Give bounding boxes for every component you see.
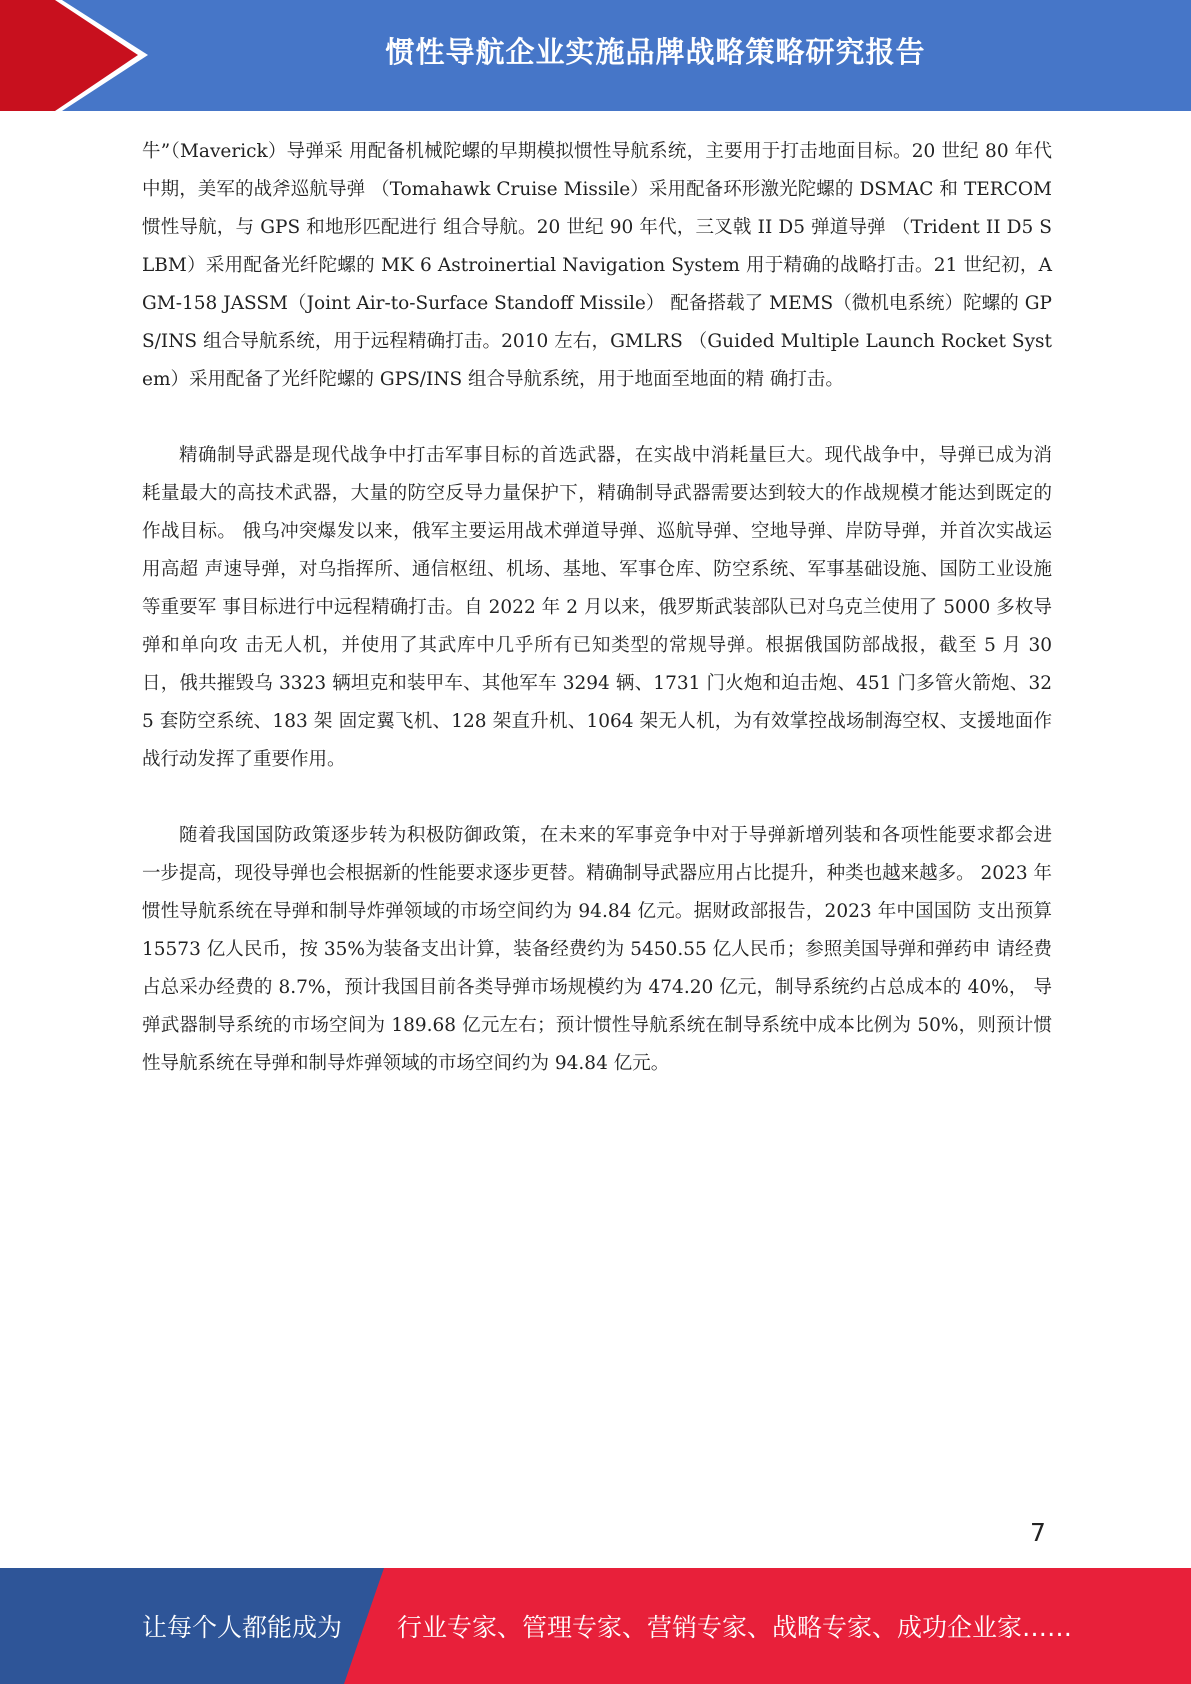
paragraph-market-size: 随着我国国防政策逐步转为积极防御政策，在未来的军事竞争中对于导弹新增列装和各项性能要求都会进 一步提高，现役导弹也会根据新的性能要求逐步更替。精确制导武器应用占比提升，种类也越来越多。 2023 年惯性导航系统在导弹和制导炸弹领域的市场空间约为 94.84 亿元。据财政部报告，2023 年中国国防 支出预算 15573 亿人民币，按 35%为装备支出计算，装备经费约为 5450.55 亿人民币；参照美国导弹和弹药申 请经费占总采办经费的 8.7%，预计我国目前各类导弹市场规模约为 474.20 亿元，制导系统约占总成本的 40%， 导弹武器制导系统的市场空间为 189.68 亿元左右；预计惯性导航系统在制导系统中成本比例为 50%，则预计惯 性导航系统在导弹和制导炸弹领域的市场空间约为 94.84 亿元。 [142, 825, 1052, 1074]
page-footer [0, 1568, 1191, 1684]
page-header [0, 0, 1191, 111]
footer-slogan-left: 让每个人都能成为 [142, 1613, 343, 1642]
footer-slogan-right: 行业专家、管理专家、营销专家、战略专家、成功企业家…… [397, 1613, 1073, 1642]
paragraph-precision-weapons: 精确制导武器是现代战争中打击军事目标的首选武器，在实战中消耗量巨大。现代战争中，导弹已成为消 耗量最大的高技术武器，大量的防空反导力量保护下，精确制导武器需要达到较大的作战规模才能达到既定的 作战目标。 俄乌冲突爆发以来，俄军主要运用战术弹道导弹、巡航导弹、空地导弹、岸防导弹，并首次实战运用高超 声速导弹，对乌指挥所、通信枢纽、机场、基地、军事仓库、防空系统、军事基础设施、国防工业设施等重要军 事目标进行中远程精确打击。自 2022 年 2 月以来，俄罗斯武装部队已对乌克兰使用了 5000 多枚导弹和单向攻 击无人机，并使用了其武库中几乎所有已知类型的常规导弹。根据俄国防部战报，截至 5 月 30 日，俄共摧毁乌 3323 辆坦克和装甲车、其他军车 3294 辆、1731 门火炮和迫击炮、451 门多管火箭炮、325 套防空系统、183 架 固定翼飞机、128 架直升机、1064 架无人机，为有效掌控战场制海空权、支援地面作战行动发挥了重要作用。 [142, 445, 1052, 770]
paragraph-history: 牛”（Maverick）导弹采 用配备机械陀螺的早期模拟惯性导航系统，主要用于打击地面目标。20 世纪 80 年代中期，美军的战斧巡航导弹 （Tomahawk Cruise Missile）采用配备环形激光陀螺的 DSMAC 和 TERCOM 惯性导航，与 GPS 和地形匹配进行 组合导航。20 世纪 90 年代，三叉戟 II D5 弹道导弹 （Trident II D5 SLBM）采用配备光纤陀螺的 MK 6 Astroinertial Navigation System 用于精确的战略打击。21 世纪初，AGM-158 JASSM（Joint Air-to-Surface Standoff Missile） 配备搭载了 MEMS（微机电系统）陀螺的 GPS/INS 组合导航系统，用于远程精确打击。2010 左右，GMLRS （Guided Multiple Launch Rocket System）采用配备了光纤陀螺的 GPS/INS 组合导航系统，用于地面至地面的精 确打击。 [142, 141, 1052, 390]
document-title: 惯性导航企业实施品牌战略策略研究报告 [385, 35, 926, 69]
page-number: 7 [1030, 1518, 1046, 1547]
body-content [142, 133, 1052, 1121]
